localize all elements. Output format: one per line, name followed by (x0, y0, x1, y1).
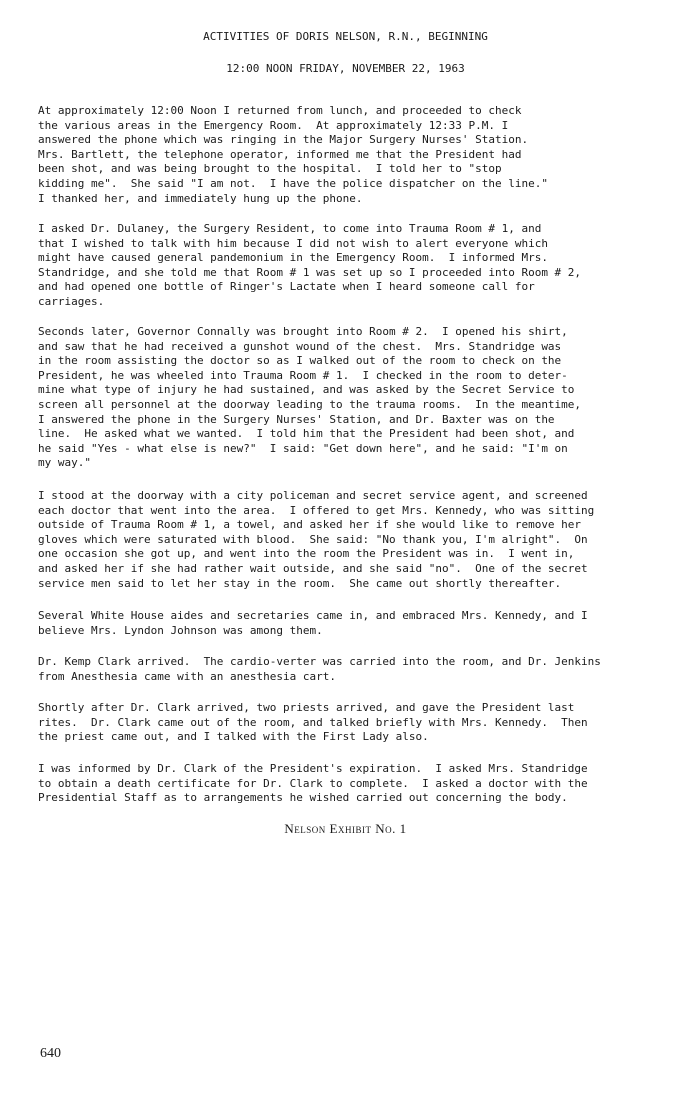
paragraph-line: screen all personnel at the doorway leading to the trauma rooms. In the meantime, (38, 397, 582, 411)
page-number: 640 (40, 1046, 61, 1061)
paragraph-line: mine what type of injury he had sustained, and was asked by the Secret Service to (38, 383, 575, 397)
paragraph-line: the priest came out, and I talked with the First Lady also. (38, 730, 429, 744)
paragraph (38, 762, 668, 806)
paragraph-line: I thanked her, and immediately hung up the phone. (38, 191, 363, 205)
paragraph-line: gloves which were saturated with blood. She said: "No thank you, I'm alright". On (38, 532, 588, 546)
document-title-line-1: ACTIVITIES OF DORIS NELSON, R.N., BEGINNING (203, 30, 488, 43)
paragraph-line: President, he was wheeled into Trauma Room # 1. I checked in the room to deter- (38, 368, 568, 382)
paragraph-line: Mrs. Bartlett, the telephone operator, informed me that the President had (38, 147, 522, 161)
paragraph-line: I answered the phone in the Surgery Nurses' Station, and Dr. Baxter was on the (38, 412, 555, 426)
paragraph-line: I was informed by Dr. Clark of the President's expiration. I asked Mrs. Standridge (38, 762, 588, 775)
paragraph (38, 701, 668, 745)
paragraph-line: and had opened one bottle of Ringer's Lactate when I heard someone call for (38, 280, 535, 294)
paragraph-line: he said "Yes - what else is new?" I said: "Get down here", and he said: "I'm on (38, 441, 568, 455)
paragraph-line: from Anesthesia came with an anesthesia cart. (38, 669, 337, 683)
paragraph-line: answered the phone which was ringing in the Major Surgery Nurses' Station. (38, 133, 529, 147)
exhibit-label: Nelson Exhibit No. 1 (284, 821, 407, 836)
paragraph-line: Standridge, and she told me that Room # 1 was set up so I proceeded into Room # 2, (38, 265, 582, 279)
paragraph-line: been shot, and was being brought to the hospital. I told her to "stop (38, 162, 502, 176)
document-title-line-2: 12:00 NOON FRIDAY, NOVEMBER 22, 1963 (226, 62, 465, 75)
paragraph-line: outside of Trauma Room # 1, a towel, and asked her if she would like to remove her (38, 518, 582, 532)
paragraph-line: to obtain a death certificate for Dr. Clark to complete. I asked a doctor with the (38, 776, 588, 790)
paragraph-line: my way." (38, 456, 91, 470)
paragraph (38, 655, 668, 684)
paragraph-line: and asked her if she had rather wait outside, and she said "no". One of the secret (38, 561, 588, 575)
paragraph (38, 222, 668, 310)
paragraph-line: that I wished to talk with him because I did not wish to alert everyone which (38, 236, 548, 250)
paragraph (38, 489, 668, 591)
paragraph-line: rites. Dr. Clark came out of the room, and talked briefly with Mrs. Kennedy. Then (38, 715, 588, 729)
paragraph-line: line. He asked what we wanted. I told him that the President had been shot, and (38, 427, 575, 441)
paragraph-line: kidding me". She said "I am not. I have the police dispatcher on the line." (38, 176, 548, 190)
paragraph-line: one occasion she got up, and went into the room the President was in. I went in, (38, 547, 575, 561)
paragraph-line: in the room assisting the doctor so as I walked out of the room to check on the (38, 354, 562, 368)
paragraph-line: the various areas in the Emergency Room. At approximately 12:33 P.M. I (38, 118, 509, 132)
paragraph-line: and saw that he had received a gunshot wound of the chest. Mrs. Standridge was (38, 339, 562, 353)
paragraph-line: Shortly after Dr. Clark arrived, two priests arrived, and gave the President last (38, 701, 575, 714)
paragraph (38, 325, 668, 471)
paragraph-line: each doctor that went into the area. I offered to get Mrs. Kennedy, who was sitting (38, 503, 595, 517)
paragraph-line: Several White House aides and secretaries came in, and embraced Mrs. Kennedy, and I (38, 609, 588, 622)
paragraph-line: Presidential Staff as to arrangements he wished carried out concerning the body. (38, 791, 568, 805)
paragraph-line: carriages. (38, 294, 105, 308)
paragraph-line: might have caused general pandemonium in the Emergency Room. I informed Mrs. (38, 251, 548, 265)
paragraph-line: Seconds later, Governor Connally was brought into Room # 2. I opened his shirt, (38, 325, 568, 338)
paragraph (38, 104, 668, 206)
paragraph-line: Dr. Kemp Clark arrived. The cardio-verter was carried into the room, and Dr. Jenkins (38, 655, 601, 668)
paragraph-line: I stood at the doorway with a city policeman and secret service agent, and screened (38, 489, 588, 502)
paragraph-line: service men said to let her stay in the room. She came out shortly thereafter. (38, 576, 562, 590)
paragraph (38, 609, 668, 638)
paragraph-line: At approximately 12:00 Noon I returned from lunch, and proceeded to check (38, 104, 522, 117)
paragraph-line: I asked Dr. Dulaney, the Surgery Resident, to come into Trauma Room # 1, and (38, 222, 542, 235)
paragraph-line: believe Mrs. Lyndon Johnson was among them. (38, 623, 323, 637)
